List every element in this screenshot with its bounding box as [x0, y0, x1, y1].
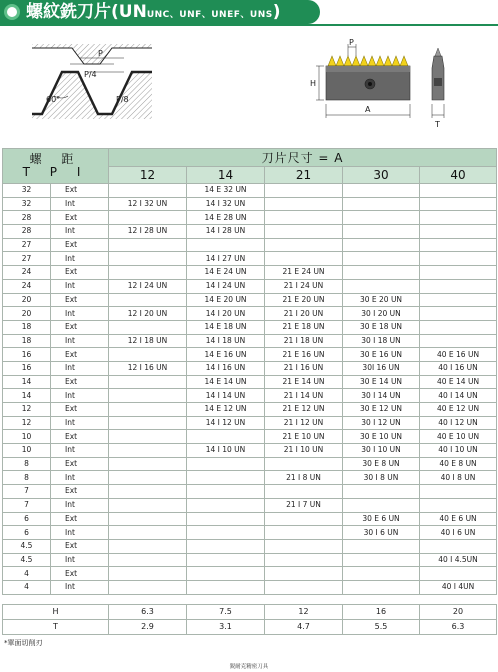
insert-code-cell — [420, 197, 497, 211]
dimension-label: H — [3, 605, 109, 620]
insert-code-cell — [265, 580, 343, 594]
type-cell: Ext — [51, 485, 109, 499]
insert-code-cell: 14 I 12 UN — [187, 416, 265, 430]
tpi-cell: 24 — [3, 266, 51, 280]
insert-code-cell: 14 I 20 UN — [187, 307, 265, 321]
tpi-cell: 6 — [3, 526, 51, 540]
table-row — [3, 553, 497, 567]
insert-code-cell — [265, 225, 343, 239]
insert-code-cell: 40 I 4UN — [420, 580, 497, 594]
insert-code-cell: 12 I 18 UN — [109, 334, 187, 348]
dimension-table — [2, 604, 496, 635]
label-length: A — [365, 105, 371, 114]
type-cell: Ext — [51, 430, 109, 444]
insert-code-cell — [187, 580, 265, 594]
tpi-cell: 32 — [3, 197, 51, 211]
table-row — [3, 485, 497, 499]
dimension-row — [3, 605, 497, 620]
type-cell: Int — [51, 580, 109, 594]
insert-code-cell: 14 E 32 UN — [187, 184, 265, 198]
table-row — [3, 334, 497, 348]
insert-code-cell — [187, 430, 265, 444]
insert-code-cell — [109, 430, 187, 444]
insert-code-cell — [109, 184, 187, 198]
table-row — [3, 279, 497, 293]
insert-code-cell: 30 E 18 UN — [343, 320, 420, 334]
insert-code-cell: 21 E 10 UN — [265, 430, 343, 444]
table-row — [3, 375, 497, 389]
insert-code-cell — [343, 211, 420, 225]
tpi-cell: 27 — [3, 252, 51, 266]
page-footer: 鋭耐克精密刀具 — [229, 664, 269, 670]
insert-code-cell: 21 I 8 UN — [265, 471, 343, 485]
insert-code-cell: 14 I 32 UN — [187, 197, 265, 211]
tpi-cell: 10 — [3, 430, 51, 444]
dimension-value: 16 — [343, 605, 420, 620]
insert-code-cell — [265, 567, 343, 581]
insert-code-cell: 30 I 8 UN — [343, 471, 420, 485]
label-p: P — [98, 49, 103, 58]
table-row — [3, 389, 497, 403]
insert-code-cell — [109, 389, 187, 403]
tpi-cell: 20 — [3, 293, 51, 307]
tpi-cell: 10 — [3, 444, 51, 458]
insert-code-cell: 14 E 28 UN — [187, 211, 265, 225]
tpi-header-line1: 螺 距 — [29, 152, 82, 166]
insert-code-cell: 14 E 24 UN — [187, 266, 265, 280]
insert-code-cell: 21 I 7 UN — [265, 498, 343, 512]
footnote: *單面切削刃 — [4, 639, 43, 647]
label-angle: 60° — [46, 95, 61, 104]
insert-code-cell: 21 I 10 UN — [265, 444, 343, 458]
tpi-cell: 32 — [3, 184, 51, 198]
insert-table — [2, 148, 496, 595]
title-main: 螺紋銑刀片(UN — [26, 2, 147, 22]
type-cell: Ext — [51, 567, 109, 581]
insert-code-cell — [187, 553, 265, 567]
tpi-cell: 12 — [3, 403, 51, 417]
insert-code-cell — [265, 485, 343, 499]
insert-code-cell: 14 E 16 UN — [187, 348, 265, 362]
insert-svg — [306, 38, 466, 128]
insert-code-cell — [343, 567, 420, 581]
type-cell: Ext — [51, 238, 109, 252]
column-header: 12 — [109, 167, 187, 184]
dimension-label: T — [3, 620, 109, 635]
header-bullet-icon — [4, 4, 20, 20]
dimension-table-grid — [2, 604, 497, 635]
insert-code-cell — [343, 197, 420, 211]
insert-code-cell: 14 E 14 UN — [187, 375, 265, 389]
insert-code-cell: 40 I 10 UN — [420, 444, 497, 458]
column-header: 30 — [343, 167, 420, 184]
type-cell: Int — [51, 197, 109, 211]
title-sub: UNC、UNF、UNEF、UNS — [146, 10, 273, 20]
dimension-value: 20 — [420, 605, 497, 620]
type-cell: Ext — [51, 539, 109, 553]
insert-code-cell — [265, 184, 343, 198]
insert-code-cell — [187, 457, 265, 471]
dimension-value: 2.9 — [109, 620, 187, 635]
dimension-value: 4.7 — [265, 620, 343, 635]
type-cell: Int — [51, 526, 109, 540]
insert-code-cell: 40 I 8 UN — [420, 471, 497, 485]
tpi-cell: 27 — [3, 238, 51, 252]
insert-code-cell — [343, 498, 420, 512]
type-cell: Ext — [51, 457, 109, 471]
table-row — [3, 471, 497, 485]
insert-code-cell — [420, 485, 497, 499]
title-end: ) — [272, 2, 281, 22]
insert-code-cell — [420, 225, 497, 239]
page-header — [0, 0, 498, 30]
table-row — [3, 225, 497, 239]
insert-code-cell: 30 E 16 UN — [343, 348, 420, 362]
insert-code-cell: 30 I 14 UN — [343, 389, 420, 403]
insert-code-cell — [109, 457, 187, 471]
insert-code-cell: 30 E 14 UN — [343, 375, 420, 389]
table-row — [3, 361, 497, 375]
insert-code-cell — [420, 266, 497, 280]
insert-code-cell — [109, 403, 187, 417]
insert-code-cell — [109, 293, 187, 307]
insert-code-cell: 12 I 16 UN — [109, 361, 187, 375]
thread-profile-diagram — [32, 44, 152, 119]
insert-code-cell: 30 E 8 UN — [343, 457, 420, 471]
table-row — [3, 444, 497, 458]
tpi-cell: 18 — [3, 334, 51, 348]
insert-code-cell — [187, 498, 265, 512]
insert-code-cell — [343, 184, 420, 198]
insert-code-cell — [109, 252, 187, 266]
insert-code-cell — [187, 238, 265, 252]
insert-code-cell — [265, 553, 343, 567]
insert-code-cell — [420, 567, 497, 581]
tpi-cell: 4 — [3, 567, 51, 581]
table-row — [3, 348, 497, 362]
table-row — [3, 320, 497, 334]
insert-code-cell — [109, 471, 187, 485]
insert-code-cell — [343, 539, 420, 553]
type-cell: Int — [51, 498, 109, 512]
size-header: 刀片尺寸 = A — [109, 149, 497, 167]
insert-code-cell: 30 I 20 UN — [343, 307, 420, 321]
insert-code-cell — [265, 457, 343, 471]
insert-code-cell — [265, 197, 343, 211]
insert-code-cell: 12 I 28 UN — [109, 225, 187, 239]
type-cell: Int — [51, 307, 109, 321]
insert-code-cell — [343, 279, 420, 293]
table-row — [3, 184, 497, 198]
insert-code-cell: 30 E 20 UN — [343, 293, 420, 307]
insert-code-cell — [265, 512, 343, 526]
insert-code-cell: 14 I 24 UN — [187, 279, 265, 293]
type-cell: Int — [51, 279, 109, 293]
insert-code-cell — [109, 320, 187, 334]
dimension-value: 5.5 — [343, 620, 420, 635]
tpi-cell: 20 — [3, 307, 51, 321]
insert-code-cell — [420, 307, 497, 321]
insert-code-cell — [109, 512, 187, 526]
insert-code-cell: 21 I 18 UN — [265, 334, 343, 348]
type-cell: Int — [51, 225, 109, 239]
insert-code-cell: 21 E 20 UN — [265, 293, 343, 307]
insert-code-cell: 30 E 12 UN — [343, 403, 420, 417]
table-row — [3, 266, 497, 280]
tpi-header-line2: T P I — [22, 165, 89, 179]
insert-code-cell: 14 I 27 UN — [187, 252, 265, 266]
insert-code-cell: 21 E 18 UN — [265, 320, 343, 334]
insert-code-cell: 14 E 18 UN — [187, 320, 265, 334]
label-thickness: T — [435, 120, 440, 128]
tpi-cell: 4.5 — [3, 539, 51, 553]
insert-code-cell: 14 E 12 UN — [187, 403, 265, 417]
insert-code-cell — [109, 567, 187, 581]
insert-code-cell — [187, 485, 265, 499]
table-row — [3, 293, 497, 307]
insert-code-cell — [187, 567, 265, 581]
tpi-cell: 7 — [3, 498, 51, 512]
insert-code-cell: 40 I 4.5UN — [420, 553, 497, 567]
table-row — [3, 512, 497, 526]
insert-code-cell — [265, 211, 343, 225]
table-row — [3, 416, 497, 430]
tpi-cell: 6 — [3, 512, 51, 526]
insert-code-cell: 30 E 6 UN — [343, 512, 420, 526]
type-cell: Int — [51, 361, 109, 375]
dimension-value: 7.5 — [187, 605, 265, 620]
tpi-cell: 4 — [3, 580, 51, 594]
tpi-cell: 12 — [3, 416, 51, 430]
insert-table-grid — [2, 148, 497, 595]
insert-code-cell: 30I 16 UN — [343, 361, 420, 375]
insert-code-cell — [109, 485, 187, 499]
insert-code-cell: 14 E 20 UN — [187, 293, 265, 307]
dimension-row — [3, 620, 497, 635]
table-row — [3, 403, 497, 417]
table-row — [3, 211, 497, 225]
insert-code-cell: 40 I 6 UN — [420, 526, 497, 540]
insert-code-cell — [109, 580, 187, 594]
insert-code-cell — [343, 553, 420, 567]
table-row — [3, 430, 497, 444]
type-cell: Int — [51, 416, 109, 430]
insert-code-cell: 40 E 12 UN — [420, 403, 497, 417]
label-p4: P/4 — [84, 70, 97, 79]
insert-code-cell: 40 E 14 UN — [420, 375, 497, 389]
insert-code-cell: 12 I 24 UN — [109, 279, 187, 293]
insert-code-cell: 30 I 12 UN — [343, 416, 420, 430]
dimension-value: 6.3 — [420, 620, 497, 635]
tpi-cell: 24 — [3, 279, 51, 293]
label-pitch: P — [349, 38, 354, 47]
type-cell: Ext — [51, 184, 109, 198]
table-row — [3, 197, 497, 211]
column-header: 14 — [187, 167, 265, 184]
insert-code-cell — [343, 252, 420, 266]
tpi-cell: 8 — [3, 471, 51, 485]
type-cell: Ext — [51, 403, 109, 417]
insert-code-cell: 40 E 16 UN — [420, 348, 497, 362]
insert-code-cell: 30 I 18 UN — [343, 334, 420, 348]
type-cell: Ext — [51, 211, 109, 225]
insert-code-cell — [420, 320, 497, 334]
type-cell: Int — [51, 334, 109, 348]
insert-code-cell — [420, 279, 497, 293]
type-cell: Ext — [51, 375, 109, 389]
dimension-value: 6.3 — [109, 605, 187, 620]
table-row — [3, 252, 497, 266]
insert-code-cell — [109, 498, 187, 512]
label-p8: P/8 — [116, 95, 129, 104]
tpi-cell: 28 — [3, 211, 51, 225]
tpi-cell: 28 — [3, 225, 51, 239]
type-cell: Ext — [51, 512, 109, 526]
insert-code-cell — [109, 211, 187, 225]
insert-code-cell: 21 I 14 UN — [265, 389, 343, 403]
type-cell: Int — [51, 553, 109, 567]
insert-code-cell — [109, 444, 187, 458]
tpi-cell: 14 — [3, 389, 51, 403]
insert-code-cell — [265, 238, 343, 252]
insert-code-cell: 40 I 12 UN — [420, 416, 497, 430]
type-cell: Ext — [51, 348, 109, 362]
insert-code-cell: 14 I 10 UN — [187, 444, 265, 458]
column-header: 40 — [420, 167, 497, 184]
tpi-cell: 16 — [3, 361, 51, 375]
insert-code-cell: 21 I 16 UN — [265, 361, 343, 375]
tpi-header — [3, 149, 109, 184]
tpi-cell: 16 — [3, 348, 51, 362]
insert-diagram — [306, 38, 466, 128]
type-cell: Int — [51, 444, 109, 458]
insert-code-cell — [420, 498, 497, 512]
insert-code-cell: 21 I 24 UN — [265, 279, 343, 293]
insert-code-cell — [109, 266, 187, 280]
insert-code-cell: 21 I 20 UN — [265, 307, 343, 321]
insert-code-cell — [109, 553, 187, 567]
insert-code-cell — [343, 225, 420, 239]
insert-code-cell — [109, 238, 187, 252]
insert-code-cell — [343, 485, 420, 499]
insert-code-cell — [420, 293, 497, 307]
insert-code-cell — [265, 526, 343, 540]
insert-code-cell: 21 E 14 UN — [265, 375, 343, 389]
type-cell: Ext — [51, 266, 109, 280]
insert-code-cell: 30 I 10 UN — [343, 444, 420, 458]
insert-code-cell — [420, 334, 497, 348]
insert-code-cell — [343, 266, 420, 280]
insert-code-cell — [187, 526, 265, 540]
insert-code-cell — [109, 348, 187, 362]
page-title — [26, 2, 281, 25]
insert-code-cell — [187, 471, 265, 485]
label-height: H — [310, 79, 317, 88]
insert-code-cell — [109, 416, 187, 430]
insert-code-cell — [343, 238, 420, 252]
insert-code-cell — [265, 252, 343, 266]
insert-code-cell — [187, 539, 265, 553]
type-cell: Ext — [51, 320, 109, 334]
insert-code-cell: 21 E 16 UN — [265, 348, 343, 362]
insert-code-cell — [109, 539, 187, 553]
type-cell: Int — [51, 389, 109, 403]
insert-code-cell: 21 I 12 UN — [265, 416, 343, 430]
insert-code-cell — [343, 580, 420, 594]
table-row — [3, 457, 497, 471]
thread-profile-svg — [32, 44, 152, 119]
table-row — [3, 238, 497, 252]
insert-code-cell: 12 I 32 UN — [109, 197, 187, 211]
table-row — [3, 498, 497, 512]
insert-code-cell — [265, 539, 343, 553]
table-row — [3, 567, 497, 581]
insert-code-cell: 14 I 18 UN — [187, 334, 265, 348]
tpi-cell: 8 — [3, 457, 51, 471]
insert-code-cell: 40 E 6 UN — [420, 512, 497, 526]
insert-code-cell: 21 E 24 UN — [265, 266, 343, 280]
insert-code-cell — [420, 211, 497, 225]
table-row — [3, 580, 497, 594]
insert-code-cell: 12 I 20 UN — [109, 307, 187, 321]
insert-code-cell: 40 E 10 UN — [420, 430, 497, 444]
insert-code-cell — [420, 238, 497, 252]
type-cell: Int — [51, 252, 109, 266]
insert-code-cell — [109, 375, 187, 389]
dimension-value: 3.1 — [187, 620, 265, 635]
tpi-cell: 18 — [3, 320, 51, 334]
insert-code-cell — [420, 539, 497, 553]
insert-code-cell: 14 I 16 UN — [187, 361, 265, 375]
tpi-cell: 4.5 — [3, 553, 51, 567]
type-cell: Int — [51, 471, 109, 485]
tpi-cell: 7 — [3, 485, 51, 499]
insert-code-cell — [420, 184, 497, 198]
insert-code-cell: 30 I 6 UN — [343, 526, 420, 540]
dimension-value: 12 — [265, 605, 343, 620]
insert-code-cell: 30 E 10 UN — [343, 430, 420, 444]
table-row — [3, 526, 497, 540]
table-row — [3, 307, 497, 321]
insert-code-cell: 40 I 16 UN — [420, 361, 497, 375]
insert-code-cell: 40 E 8 UN — [420, 457, 497, 471]
insert-code-cell — [420, 252, 497, 266]
table-row — [3, 539, 497, 553]
type-cell: Ext — [51, 293, 109, 307]
insert-code-cell — [109, 526, 187, 540]
tpi-cell: 14 — [3, 375, 51, 389]
column-header: 21 — [265, 167, 343, 184]
insert-code-cell: 14 I 28 UN — [187, 225, 265, 239]
insert-code-cell: 14 I 14 UN — [187, 389, 265, 403]
insert-code-cell — [187, 512, 265, 526]
insert-code-cell: 21 E 12 UN — [265, 403, 343, 417]
insert-code-cell: 40 I 14 UN — [420, 389, 497, 403]
